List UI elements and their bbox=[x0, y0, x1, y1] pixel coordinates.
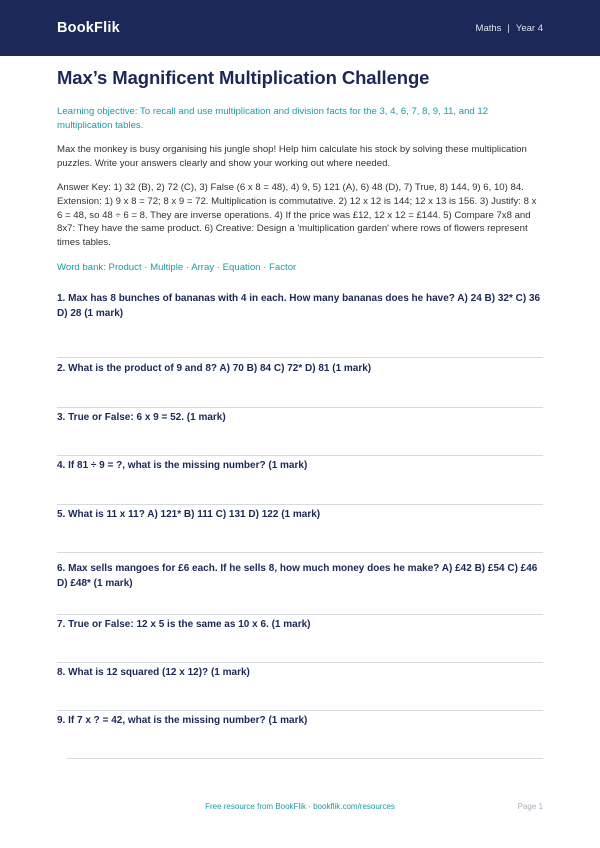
question-text: 6. Max sells mangoes for £6 each. If he sells 8, how much money does he make? A) £42 B) £54 C) £46 D) £48* (1 mark) bbox=[57, 562, 538, 590]
answer-key: Answer Key: 1) 32 (B), 2) 72 (C), 3) False (6 x 8 = 48), 4) 9, 5) 121 (A), 6) 48 (D), 7) True, 8) 144, 9) 6, 10) 84. Extension: 1) 9 x 8 = 72; 8 x 9 = 72. Multiplication is commutative. 2) 12 x 12 is 144; 12 x 13 is 156. 3) Justify: 8 x 6 = 48, so 48 ÷ 6 = 8. They are inverse operations. 4) If the price was £12, 12 x 12 = £144. 5) Compare 7x8 and 8x7: They have the same product. 6) Creative: Design a 'multiplication garden' where rows of flowers represent times tables. bbox=[57, 182, 537, 248]
question-text: 8. What is 12 squared (12 x 12)? (1 mark) bbox=[57, 666, 250, 678]
header-separator: | bbox=[507, 22, 510, 34]
question-text: 3. True or False: 6 x 9 = 52. (1 mark) bbox=[57, 411, 226, 423]
question-item[interactable] bbox=[57, 358, 543, 408]
question-item[interactable] bbox=[57, 408, 543, 456]
question-item[interactable] bbox=[57, 711, 543, 759]
question-item[interactable] bbox=[57, 291, 543, 358]
question-item[interactable] bbox=[57, 663, 543, 711]
question-item[interactable] bbox=[57, 553, 543, 615]
footer-source-link[interactable]: Free resource from BookFlik · bookflik.com/resources bbox=[205, 802, 395, 811]
page-header bbox=[0, 0, 600, 56]
brand-logo[interactable]: BookFlik bbox=[57, 20, 120, 36]
year-label: Year 4 bbox=[515, 22, 543, 34]
question-text: 7. True or False: 12 x 5 is the same as 10 x 6. (1 mark) bbox=[57, 618, 311, 630]
question-text: 4. If 81 ÷ 9 = ?, what is the missing number? (1 mark) bbox=[57, 459, 308, 471]
question-item[interactable] bbox=[57, 505, 543, 553]
question-item[interactable] bbox=[57, 456, 543, 505]
page-title: Max’s Magnificent Multiplication Challenge bbox=[57, 67, 430, 88]
question-text: 2. What is the product of 9 and 8? A) 70 B) 84 C) 72* D) 81 (1 mark) bbox=[57, 362, 372, 374]
question-list bbox=[57, 291, 543, 759]
page-number: Page 1 bbox=[517, 802, 543, 811]
question-text: 9. If 7 x ? = 42, what is the missing number? (1 mark) bbox=[57, 714, 308, 726]
subject-label: Maths bbox=[475, 22, 502, 34]
question-text: 5. What is 11 x 11? A) 121* B) 111 C) 131 D) 122 (1 mark) bbox=[57, 508, 321, 520]
question-text: 1. Max has 8 bunches of bananas with 4 in each. How many bananas does he have? A) 24 B) 32* C) 36 D) 28 (1 mark) bbox=[57, 292, 541, 320]
page-footer bbox=[0, 800, 600, 816]
word-bank: Word bank: Product · Multiple · Array · Equation · Factor bbox=[57, 262, 297, 274]
intro-text: Max the monkey is busy organising his jungle shop! Help him calculate his stock by solving these multiplication puzzles. Write your answers clearly and show your working out where needed. bbox=[57, 144, 527, 169]
worksheet-content bbox=[57, 64, 543, 759]
header-meta bbox=[476, 23, 543, 34]
learning-objective: Learning objective: To recall and use multiplication and division facts for the 3, 4, 6, 7, 8, 9, 11, and 12 multiplication tables. bbox=[57, 106, 489, 131]
question-item[interactable] bbox=[57, 615, 543, 663]
